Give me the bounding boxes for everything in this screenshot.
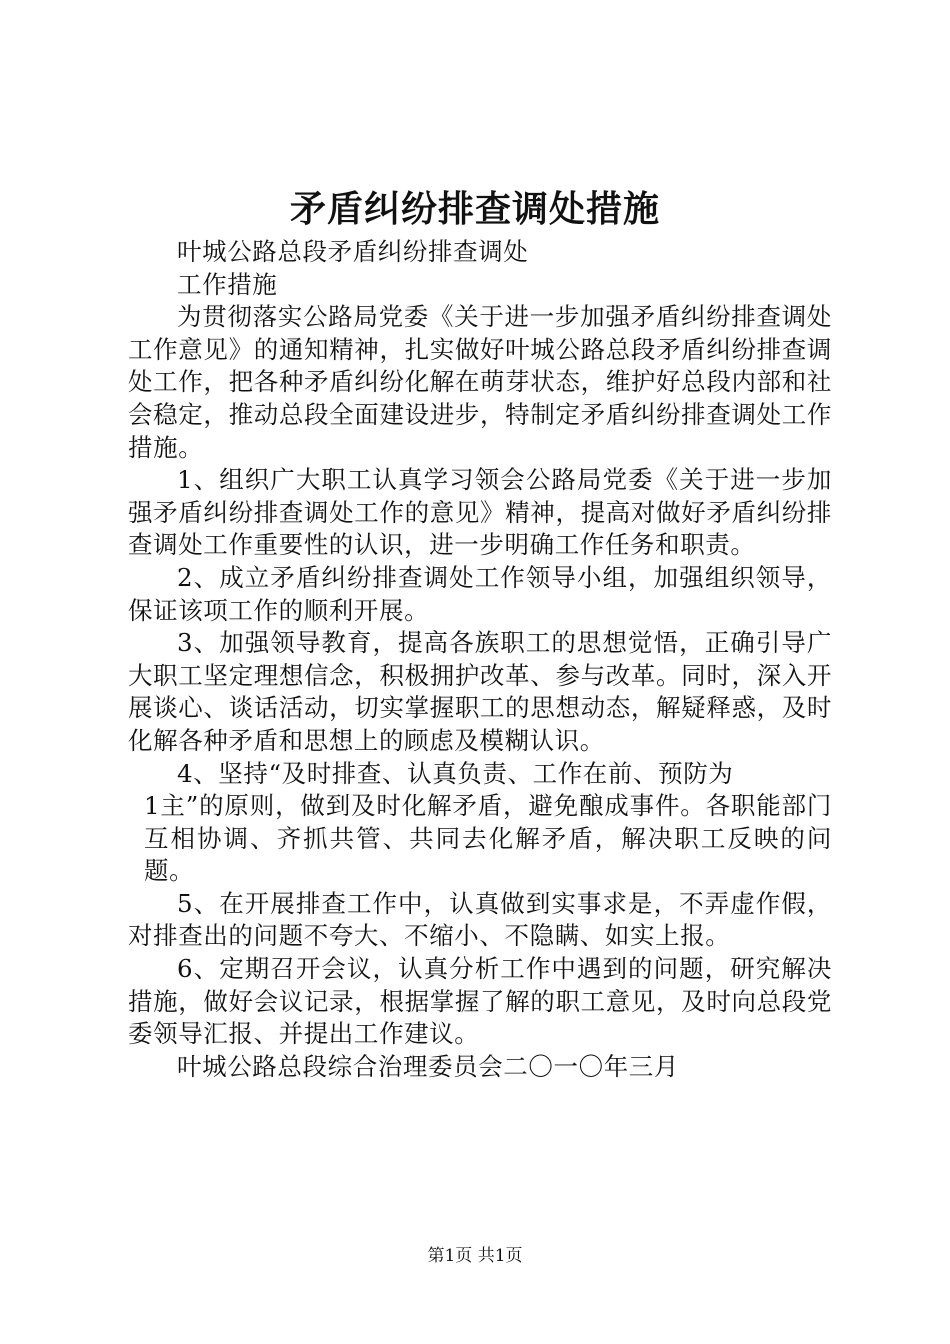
body-paragraph: 4、坚持“及时排查、认真负责、工作在前、预防为 bbox=[177, 758, 734, 788]
body-paragraph: 为贯彻落实公路局党委《关于进一步加强矛盾纠纷排查调处工作意见》的通知精神，扎实做好叶城公路总段矛盾纠纷排查调处工作，把各种矛盾纠纷化解在萌芽状态，维护好总段内部和社会稳定，推动总段全面建设进步，特制定矛盾纠纷排查调处工作措施。 bbox=[128, 302, 832, 462]
body-paragraph: 1、组织广大职工认真学习领会公路局党委《关于进一步加强矛盾纠纷排查调处工作的意见》精神，提高对做好矛盾纠纷排查调处工作重要性的认识，进一步明确工作任务和职责。 bbox=[128, 465, 832, 560]
body-paragraph: 工作措施 bbox=[177, 269, 278, 299]
signature-line: 叶城公路总段综合治理委员会二〇一〇年三月 bbox=[177, 1051, 679, 1081]
document-title: 矛盾纠纷排查调处措施 bbox=[289, 188, 660, 230]
page-footer: 第1页 共1页 bbox=[427, 1246, 523, 1266]
body-paragraph: 1主”的原则，做到及时化解矛盾，避免酿成事件。各职能部门互相协调、齐抓共管、共同去化解矛盾，解决职工反映的问题。 bbox=[144, 791, 832, 886]
body-paragraph: 6、定期召开会议，认真分析工作中遇到的问题，研究解决措施，做好会议记录，根据掌握了解的职工意见，及时向总段党委领导汇报、并提出工作建议。 bbox=[128, 954, 832, 1049]
document-body bbox=[128, 236, 832, 1083]
body-paragraph: 3、加强领导教育，提高各族职工的思想觉悟，正确引导广大职工坚定理想信念，积极拥护改革、参与改革。同时，深入开展谈心、谈话活动，切实掌握职工的思想动态，解疑释惑，及时化解各种矛盾和思想上的顾虑及模糊认识。 bbox=[128, 628, 832, 755]
body-paragraph: 2、成立矛盾纠纷排查调处工作领导小组，加强组织领导，保证该项工作的顺利开展。 bbox=[128, 562, 832, 625]
body-paragraph: 叶城公路总段矛盾纠纷排查调处 bbox=[177, 237, 529, 266]
body-paragraph: 5、在开展排查工作中，认真做到实事求是，不弄虚作假，对排查出的问题不夸大、不缩小、不隐瞒、如实上报。 bbox=[128, 888, 832, 951]
